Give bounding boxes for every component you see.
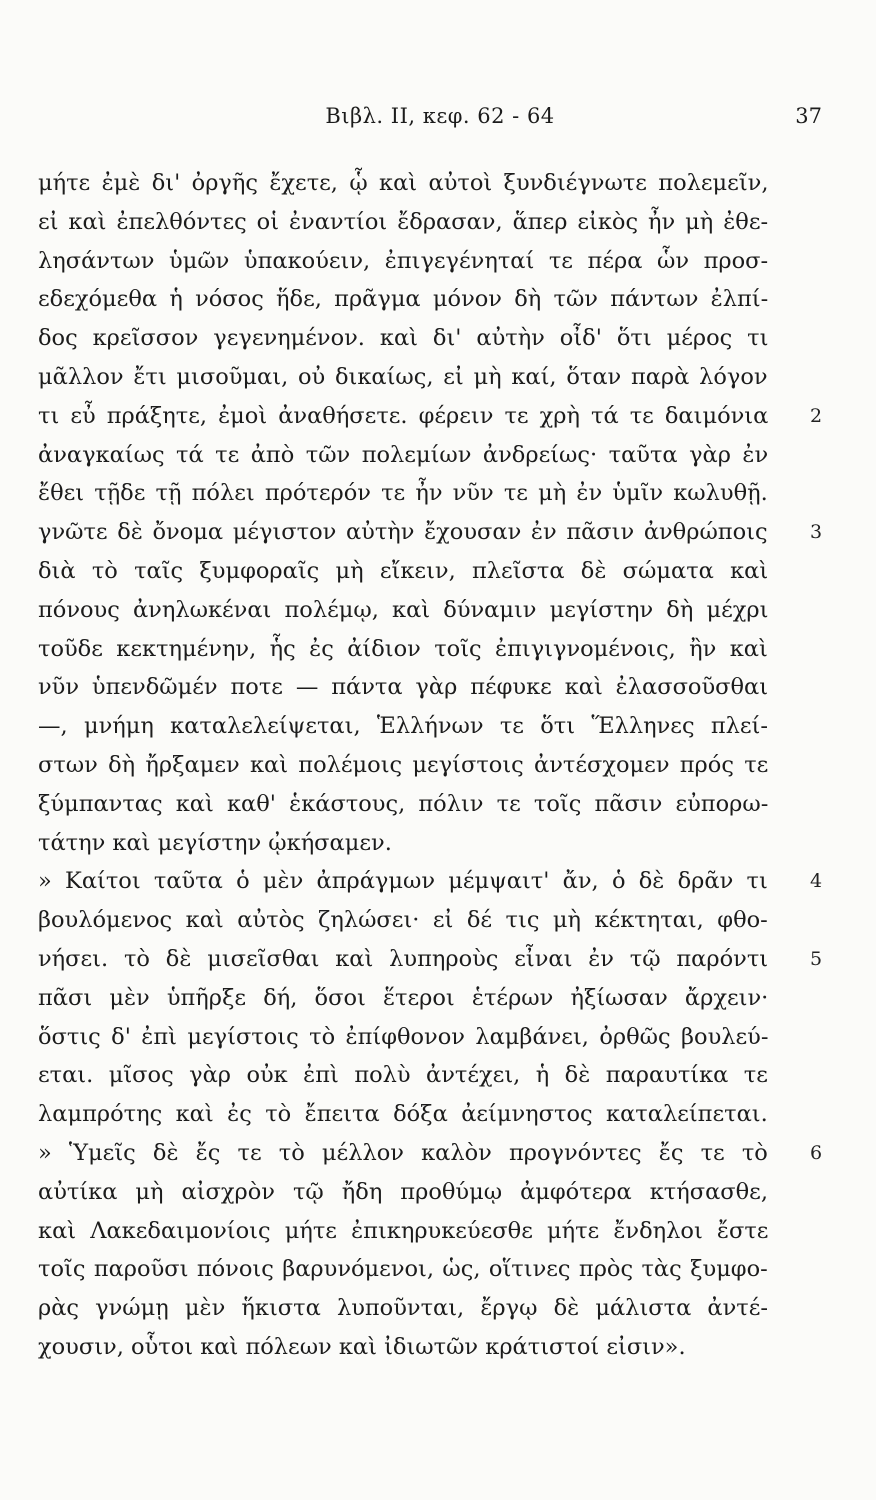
margin-section-number: 5 xyxy=(810,947,823,970)
text-line xyxy=(38,397,823,436)
line-text: εἰ καὶ ἐπελθόντες οἱ ἐναντίοι ἔδρασαν, ἅπερ εἰκὸς ἦν μὴ ἐθε- xyxy=(38,208,769,235)
text-line xyxy=(38,1328,790,1367)
text-line xyxy=(38,824,790,863)
text-line xyxy=(38,979,790,1018)
line-text: » Καίτοι ταῦτα ὁ μὲν ἀπράγμων μέμψαιτ' ἄν, ὁ δὲ δρᾶν τι xyxy=(38,868,768,895)
line-text: καὶ Λακεδαιμονίοις μήτε ἐπικηρυκεύεσθε μήτε ἔνδηλοι ἔστε xyxy=(38,1217,769,1244)
page-number: 37 xyxy=(795,104,822,128)
line-text: πόνους ἀνηλωκέναι πολέμῳ, καὶ δύναμιν μεγίστην δὴ μέχρι xyxy=(38,596,769,623)
line-text: εται. μῖσος γὰρ οὐκ ἐπὶ πολὺ ἀντέχει, ἡ δὲ παραυτίκα τε xyxy=(38,1062,768,1089)
line-text: νήσει. τὸ δὲ μισεῖσθαι καὶ λυπηροὺς εἶναι ἐν τῷ παρόντι xyxy=(38,945,769,972)
running-head: Βιβλ. II, κεφ. 62 - 64 xyxy=(325,104,555,128)
line-text: τοῖς παροῦσι πόνοις βαρυνόμενοι, ὡς, οἵτινες πρὸς τὰς ξυμφο- xyxy=(38,1256,768,1283)
line-text: λησάντων ὑμῶν ὑπακούειν, ἐπιγεγένηταί τε πέρα ὧν προσ- xyxy=(38,247,769,274)
line-text: χουσιν, οὗτοι καὶ πόλεων καὶ ἰδιωτῶν κράτιστοί εἰσιν». xyxy=(38,1333,686,1360)
text-line xyxy=(38,1212,790,1251)
line-text: τι εὖ πράξητε, ἐμοὶ ἀναθήσετε. φέρειν τε χρὴ τά τε δαιμόνια xyxy=(38,402,769,429)
line-text: ρὰς γνώμῃ μὲν ἥκιστα λυποῦνται, ἔργῳ δὲ μάλιστα ἀντέ- xyxy=(38,1295,768,1322)
text-line xyxy=(38,319,790,358)
text-line xyxy=(38,1173,790,1212)
text-line xyxy=(38,242,790,281)
line-text: ὅστις δ' ἐπὶ μεγίστοις τὸ ἐπίφθονον λαμβάνει, ὀρθῶς βουλεύ- xyxy=(38,1023,769,1050)
line-text: τάτην καὶ μεγίστην ᾠκήσαμεν. xyxy=(38,829,392,856)
text-line xyxy=(38,1250,790,1289)
text-line xyxy=(38,1018,790,1057)
text-line xyxy=(38,940,823,979)
text-line xyxy=(38,164,790,203)
text-line xyxy=(38,862,823,901)
line-text: βουλόμενος καὶ αὐτὸς ζηλώσει· εἰ δέ τις μὴ κέκτηται, φθο- xyxy=(38,907,768,934)
line-text: μήτε ἐμὲ δι' ὀργῆς ἔχετε, ᾧ καὶ αὐτοὶ ξυνδιέγνωτε πολεμεῖν, xyxy=(38,170,769,196)
text-line xyxy=(38,513,823,552)
page-header xyxy=(30,104,850,138)
line-text: ἔθει τῇδε τῇ πόλει πρότερόν τε ἦν νῦν τε μὴ ἐν ὑμῖν κωλυθῇ. xyxy=(38,480,768,507)
line-text: νῦν ὑπενδῶμέν ποτε — πάντα γὰρ πέφυκε καὶ ἐλασσοῦσθαι xyxy=(38,674,769,701)
line-text: ξύμπαντας καὶ καθ' ἑκάστους, πόλιν τε τοῖς πᾶσιν εὐπορω- xyxy=(38,790,769,817)
text-line xyxy=(38,901,790,940)
text-line xyxy=(38,746,790,785)
line-text: εδεχόμεθα ἡ νόσος ἥδε, πρᾶγμα μόνον δὴ τῶν πάντων ἐλπί- xyxy=(38,286,769,313)
line-text: στων δὴ ἤρξαμεν καὶ πολέμοις μεγίστοις ἀντέσχομεν πρός τε xyxy=(38,751,769,778)
text-line xyxy=(38,785,790,824)
text-line xyxy=(38,1056,790,1095)
text-line xyxy=(38,203,790,242)
line-text: δος κρεῖσσον γεγενημένον. καὶ δι' αὐτὴν οἶδ' ὅτι μέρος τι xyxy=(38,325,769,352)
text-line xyxy=(38,1289,790,1328)
line-text: αὐτίκα μὴ αἰσχρὸν τῷ ἤδη προθύμῳ ἀμφότερα κτήσασθε, xyxy=(38,1178,768,1205)
margin-section-number: 3 xyxy=(810,521,823,544)
text-line xyxy=(38,552,790,591)
text-line xyxy=(38,358,790,397)
text-line xyxy=(38,707,790,746)
text-line xyxy=(38,630,790,669)
text-line xyxy=(38,1095,790,1134)
margin-section-number: 2 xyxy=(810,404,823,427)
line-text: λαμπρότης καὶ ἐς τὸ ἔπειτα δόξα ἀείμνηστος καταλείπεται. xyxy=(38,1101,768,1128)
text-line xyxy=(38,280,790,319)
line-text: τοῦδε κεκτημένην, ἧς ἐς ἀίδιον τοῖς ἐπιγιγνομένοις, ἢν καὶ xyxy=(38,635,768,662)
margin-section-number: 4 xyxy=(810,870,823,893)
line-text: διὰ τὸ ταῖς ξυμφοραῖς μὴ εἴκειν, πλεῖστα δὲ σώματα καὶ xyxy=(38,557,769,584)
text-line xyxy=(38,591,790,630)
line-text: —, μνήμη καταλελείψεται, Ἑλλήνων τε ὅτι Ἕλληνες πλεί- xyxy=(38,713,768,740)
text-line xyxy=(38,668,790,707)
line-text: ἀναγκαίως τά τε ἀπὸ τῶν πολεμίων ἀνδρείως· ταῦτα γὰρ ἐν xyxy=(38,441,769,468)
line-text: μᾶλλον ἔτι μισοῦμαι, οὐ δικαίως, εἰ μὴ καί, ὅταν παρὰ λόγον xyxy=(38,363,768,390)
text-line xyxy=(38,436,790,475)
text-line xyxy=(38,1134,823,1173)
body-text xyxy=(38,164,823,1367)
line-text: γνῶτε δὲ ὄνομα μέγιστον αὐτὴν ἔχουσαν ἐν πᾶσιν ἀνθρώποις xyxy=(38,519,768,546)
margin-section-number: 6 xyxy=(810,1141,823,1164)
line-text: πᾶσι μὲν ὑπῆρξε δή, ὅσοι ἕτεροι ἑτέρων ἠξίωσαν ἄρχειν· xyxy=(38,984,769,1011)
text-line xyxy=(38,474,790,513)
line-text: » Ὑμεῖς δὲ ἔς τε τὸ μέλλον καλὸν προγνόντες ἔς τε τὸ xyxy=(38,1139,768,1166)
